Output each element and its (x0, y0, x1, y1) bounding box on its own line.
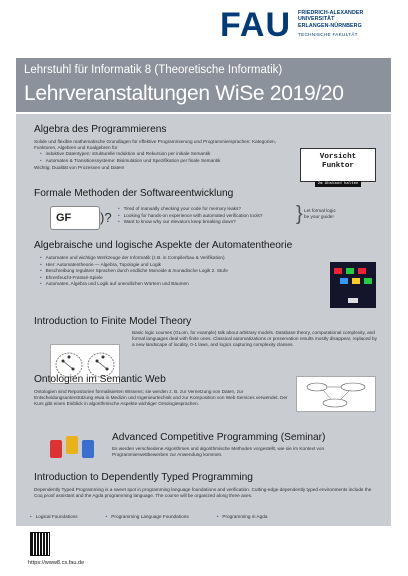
sign-line-1: Vorsicht (319, 153, 357, 161)
section-formal-methods (34, 188, 374, 199)
qr-code[interactable] (30, 532, 50, 556)
section-automata (34, 240, 374, 288)
logo-text (298, 10, 408, 38)
chair-subtitle: Lehrstuhl für Informatik 8 (Theoretische Informatik) (24, 64, 283, 76)
brace-icon: } (296, 203, 303, 225)
list-item: • Ehrenfeucht-Fraïssé-Spiele (34, 275, 374, 282)
list-item: • induktive Datentypen: strukturelle Induktion und Rekursion per initiale Semantik (34, 151, 374, 158)
section-text: Dependently Typed Programming is a sweet spot in programming language foundations and verification. Cutting-edge dependently typed environments include the Coq proof assistant and the Agda programming language. The course will be organized along three axes. (34, 487, 372, 499)
sign-line-3: 2m Abstand halten (315, 181, 362, 187)
section-competitive-programming (112, 432, 378, 458)
section-title: Introduction to Dependently Typed Programming (34, 472, 253, 483)
list-item: • Logical Foundations (24, 514, 78, 521)
section-text: Solide und flexible mathematische Grundlagen für effektive Programmierung und Programmiersprachen: Kategorien, Funktoren, Algebren und Koalgebren für (34, 139, 276, 151)
dtp-axes (34, 514, 374, 521)
ontology-diagram (296, 376, 376, 412)
logo-line-3: ERLANGEN-NÜRNBERG (298, 22, 362, 29)
list-item: • Hier: Automatentheorie — Algebra, Topologie und Logik (34, 262, 374, 269)
list-item: • Automaten & Transitionssysteme: Bisimulation und Spezifikation per finale Semantik (34, 158, 374, 165)
list-item: • Tired of manually checking your code for memory leaks? (112, 206, 263, 213)
gf-question: )? (100, 210, 112, 225)
section-dependent-types (34, 472, 374, 499)
section-finite-model-theory (34, 316, 374, 327)
card-icon (66, 436, 78, 454)
section-title: Introduction to Finite Model Theory (34, 316, 192, 327)
section-title: Algebra des Programmierens (34, 124, 167, 135)
space-game-illustration (330, 262, 376, 308)
automata-bullets (34, 255, 374, 288)
formal-hint (304, 208, 336, 221)
ontology-graph-icon (297, 377, 377, 413)
website-link[interactable]: https://www8.cs.fau.de (28, 560, 85, 566)
hint-line-2: be your guide! (304, 214, 334, 220)
header-band (16, 58, 391, 112)
competition-illustration (50, 436, 108, 462)
gf-label: GF (56, 212, 72, 224)
section-text: Basic logic courses (GLoIn, for example) talk about arbitrary models. Database theory, computational complexity, and formal languages deal with finite ones. Classical automatizations or preservation results mostly disappear, replaced by a new landscape of locality, 0-1 laws, and logics capturing complexity classes. (132, 330, 377, 348)
list-item: • Programming in Agda (211, 514, 268, 521)
section-title: Ontologien im Semantic Web (34, 374, 166, 385)
logo-line-1: FRIEDRICH-ALEXANDER (298, 10, 364, 16)
card-icon (50, 440, 62, 458)
section-footer: Wichtig: Dualität von Prozessen und Daten! (34, 164, 125, 170)
functor-sign (300, 148, 376, 186)
card-icon (82, 440, 94, 458)
list-item: • Automaten und wichtige Werkzeuge der Informatik (z.B. in Compilerbau & Verifikation) (34, 255, 374, 262)
list-item: • Want to know why our elevators keep breaking down? (112, 219, 263, 226)
sign-line-2: Funktor (322, 162, 354, 170)
fau-logo (220, 8, 406, 52)
hint-line-1: Let formal logic (304, 208, 336, 213)
section-title: Formale Methoden der Softwareentwicklung (34, 188, 234, 199)
list-item: • Looking for hands-on experience with automated verification tools? (112, 213, 263, 220)
logo-faculty: TECHNISCHE FAKULTÄT (298, 32, 358, 38)
logo-mark: FAU (220, 6, 291, 44)
section-title: Algebraische und logische Aspekte der Automatentheorie (34, 240, 293, 251)
list-item: • Beschreibung regulärer Sprachen durch endliche Monoide & monadische Logik 2. Stufe (34, 268, 374, 275)
list-item: • Programming Language Foundations (100, 514, 189, 521)
gf-illustration (50, 206, 100, 230)
page-title: Lehrveranstaltungen WiSe 2019/20 (24, 82, 344, 105)
section-text: Es werden verschiedene Algorithmen und algorithmische Methoden vorgestellt, wie sie im Kontext von Programmierwettbewerben zur Anwendung kommen. (112, 446, 325, 458)
list-item: • Automaten, Algebra und Logik auf unendlichen Wörtern und Bäumen (34, 281, 374, 288)
section-text: Ontologien sind Repositorien formalisierten Wissens; sie werden z. B. zur Vernetzung von Daten, zur Entscheidungsunterstützung etwa in Medizin und Ingenieurtechnik und zur Komposition von Web Services verwendet. Der Kurs gibt einen Einblick in algorithmische Aspekte wichtiger Ontologiesprachen. (34, 389, 288, 407)
formal-bullets (112, 206, 263, 226)
logo-line-2: UNIVERSITÄT (298, 16, 335, 23)
section-title: Advanced Competitive Programming (Seminar) (112, 432, 326, 443)
